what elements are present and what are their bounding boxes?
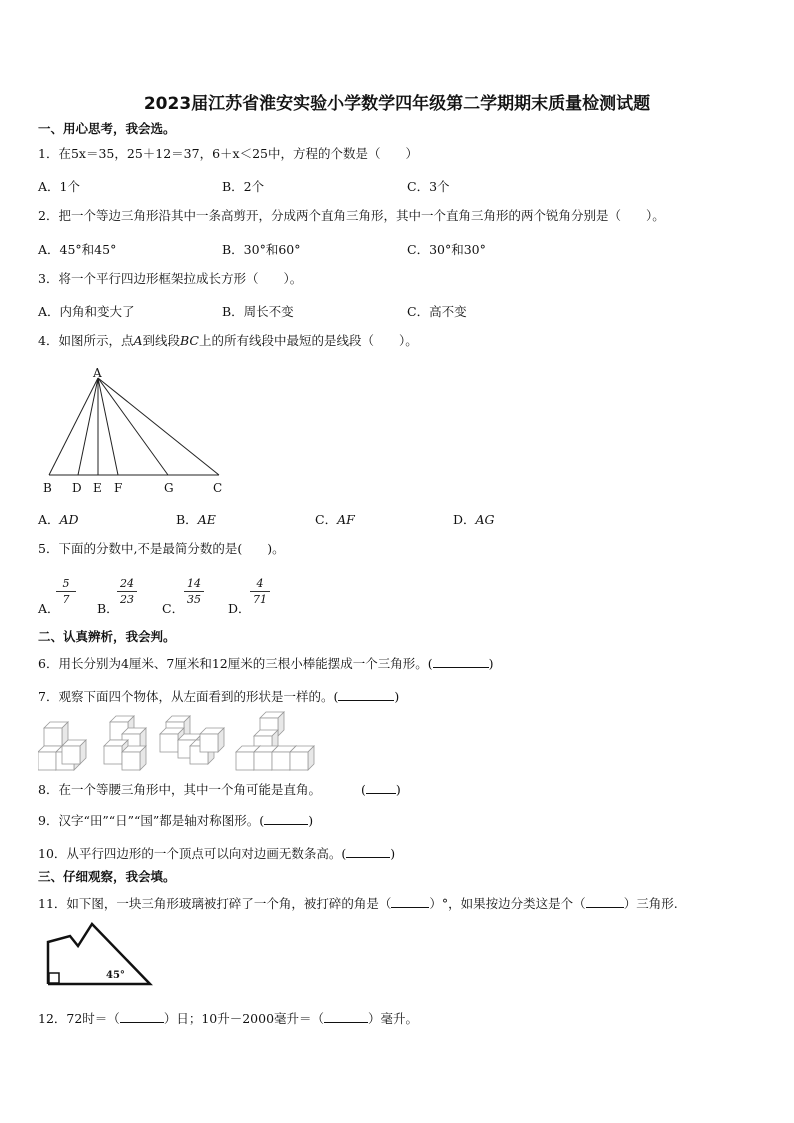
- q4-triangle-figure: [38, 362, 238, 497]
- q5-b-denominator: 23: [120, 593, 134, 606]
- question-5-text: 5．下面的分数中,不是最简分数的是( )。: [38, 541, 285, 556]
- q3-option-c[interactable]: C．高不变: [407, 304, 467, 319]
- question-12-text-post: ）毫升。: [368, 1011, 419, 1026]
- q4-option-b[interactable]: [176, 510, 216, 528]
- q8-answer-blank[interactable]: [366, 781, 396, 794]
- q5-c-denominator: 35: [187, 593, 201, 606]
- q7-close-paren: ): [394, 689, 400, 704]
- q4-option-a-prefix: A．: [38, 512, 60, 527]
- q2-option-b[interactable]: B．30°和60°: [222, 242, 301, 257]
- q4-option-c[interactable]: [315, 510, 355, 528]
- q4-option-d-value: AG: [475, 512, 495, 527]
- section-heading-1: 一、用心思考，我会选。: [38, 121, 176, 136]
- q8-open-paren: (: [360, 782, 366, 797]
- q4-option-c-value: AF: [337, 512, 355, 527]
- q5-option-a-fraction[interactable]: [56, 577, 76, 606]
- q5-option-a-prefix[interactable]: A．: [38, 601, 60, 616]
- question-12-text-mid: ）日；10升－2000毫升＝（: [163, 1011, 325, 1026]
- q4-option-d-prefix: D．: [453, 512, 476, 527]
- question-2-text: 2．把一个等边三角形沿其中一条高剪开，分成两个直角三角形，其中一个直角三角形的两个锐角分别是（ ）。: [38, 208, 665, 223]
- question-1-text: 1．在5x＝35，25＋12＝37，6＋x＜25中，方程的个数是（ ）: [38, 146, 418, 161]
- question-7-text: 7．观察下面四个物体，从左面看到的形状是一样的。(: [38, 689, 339, 704]
- question-11-text-pre: 11．如下图，一块三角形玻璃被打碎了一个角，被打碎的角是（: [38, 896, 392, 911]
- q2-option-a[interactable]: A．45°和45°: [38, 242, 117, 257]
- q5-a-numerator: 5: [56, 577, 76, 592]
- q5-option-d-fraction[interactable]: [250, 577, 270, 606]
- angle-45-label: 45°: [106, 970, 125, 981]
- q4-text-pre: 4．如图所示，点: [38, 333, 134, 348]
- question-12: [38, 1010, 418, 1027]
- label-c: C: [213, 481, 223, 495]
- label-f: F: [114, 481, 123, 495]
- section-heading-2: 二、认真辨析，我会判。: [38, 629, 176, 644]
- page-title: 2023届江苏省淮安实验小学数学四年级第二学期期末质量检测试题: [143, 94, 651, 114]
- q3-option-a[interactable]: A．内角和变大了: [38, 304, 135, 319]
- q4-option-d[interactable]: [453, 510, 495, 528]
- q9-answer-blank[interactable]: [264, 812, 308, 825]
- question-9: [38, 812, 313, 829]
- q6-answer-blank[interactable]: [433, 655, 489, 668]
- label-b: B: [43, 481, 52, 495]
- question-8-text: 8．在一个等腰三角形中，其中一个角可能是直角。: [38, 782, 321, 797]
- q4-option-c-prefix: C．: [315, 512, 338, 527]
- q4-option-a-value: AD: [59, 512, 79, 527]
- q6-close-paren: ): [488, 656, 494, 671]
- segment-ab: [49, 378, 98, 475]
- q4-text-post: 上的所有线段中最短的是线段（ ）。: [199, 333, 418, 348]
- q4-option-b-value: AE: [197, 512, 216, 527]
- q12-answer-blank-2[interactable]: [324, 1010, 368, 1023]
- segment-ad: [78, 378, 98, 475]
- question-6-text: 6．用长分别为4厘米、7厘米和12厘米的三根小棒能摆成一个三角形。(: [38, 656, 433, 671]
- section-heading-3: 三、仔细观察，我会填。: [38, 869, 176, 884]
- cube-object-3: [160, 716, 224, 764]
- q5-option-b-fraction[interactable]: [117, 577, 137, 606]
- q1-option-a[interactable]: A．1个: [38, 179, 80, 194]
- q7-cube-objects-figure: [38, 710, 328, 772]
- q5-option-c-prefix[interactable]: C．: [162, 601, 185, 616]
- question-4-text: [38, 333, 418, 349]
- question-6: [38, 655, 494, 672]
- label-d: D: [72, 481, 82, 495]
- question-12-text-pre: 12．72时＝（: [38, 1011, 120, 1026]
- q4-segment-bc: BC: [180, 333, 199, 348]
- q1-option-b[interactable]: B．2个: [222, 179, 265, 194]
- q10-close-paren: ): [390, 846, 396, 861]
- q5-option-d-prefix[interactable]: D．: [228, 601, 251, 616]
- cube-object-1: [38, 722, 86, 770]
- q9-close-paren: ): [308, 813, 314, 828]
- q5-option-c-fraction[interactable]: [184, 577, 204, 606]
- question-11-text-mid: ）°，如果按边分类这是个（: [429, 896, 586, 911]
- q4-option-a[interactable]: [38, 510, 79, 528]
- label-e: E: [93, 481, 102, 495]
- q5-d-denominator: 71: [253, 593, 267, 606]
- q11-answer-blank-1[interactable]: [391, 895, 429, 908]
- q4-point-a: A: [133, 333, 143, 348]
- question-7: [38, 688, 399, 705]
- q12-answer-blank-1[interactable]: [120, 1010, 164, 1023]
- question-11-text-post: ）三角形.: [623, 896, 678, 911]
- question-10: [38, 845, 395, 862]
- q4-text-mid: 到线段: [142, 333, 181, 348]
- question-9-text: 9．汉字“田”“日”“国”都是轴对称图形。(: [38, 813, 265, 828]
- q5-c-numerator: 14: [184, 577, 204, 592]
- q8-close-paren: ): [395, 782, 401, 797]
- q2-option-c[interactable]: C．30°和30°: [407, 242, 486, 257]
- label-a: A: [93, 366, 102, 380]
- segment-ac: [98, 378, 219, 475]
- cube-object-4: [236, 712, 314, 770]
- q4-option-b-prefix: B．: [176, 512, 198, 527]
- q11-answer-blank-2[interactable]: [586, 895, 624, 908]
- q11-broken-triangle-figure: [42, 920, 157, 990]
- cube-object-2: [104, 716, 146, 770]
- q7-answer-blank[interactable]: [338, 688, 394, 701]
- question-3-text: 3．将一个平行四边形框架拉成长方形（ ）。: [38, 271, 303, 286]
- question-10-text: 10．从平行四边形的一个顶点可以向对边画无数条高。(: [38, 846, 347, 861]
- q5-d-numerator: 4: [250, 577, 270, 592]
- question-11: [38, 895, 678, 912]
- q5-b-numerator: 24: [117, 577, 137, 592]
- label-g: G: [164, 481, 174, 495]
- q5-a-denominator: 7: [62, 593, 70, 606]
- q1-option-c[interactable]: C．3个: [407, 179, 450, 194]
- q3-option-b[interactable]: B．周长不变: [222, 304, 294, 319]
- q10-answer-blank[interactable]: [346, 845, 390, 858]
- q5-option-b-prefix[interactable]: B．: [97, 601, 119, 616]
- question-8: [38, 781, 401, 798]
